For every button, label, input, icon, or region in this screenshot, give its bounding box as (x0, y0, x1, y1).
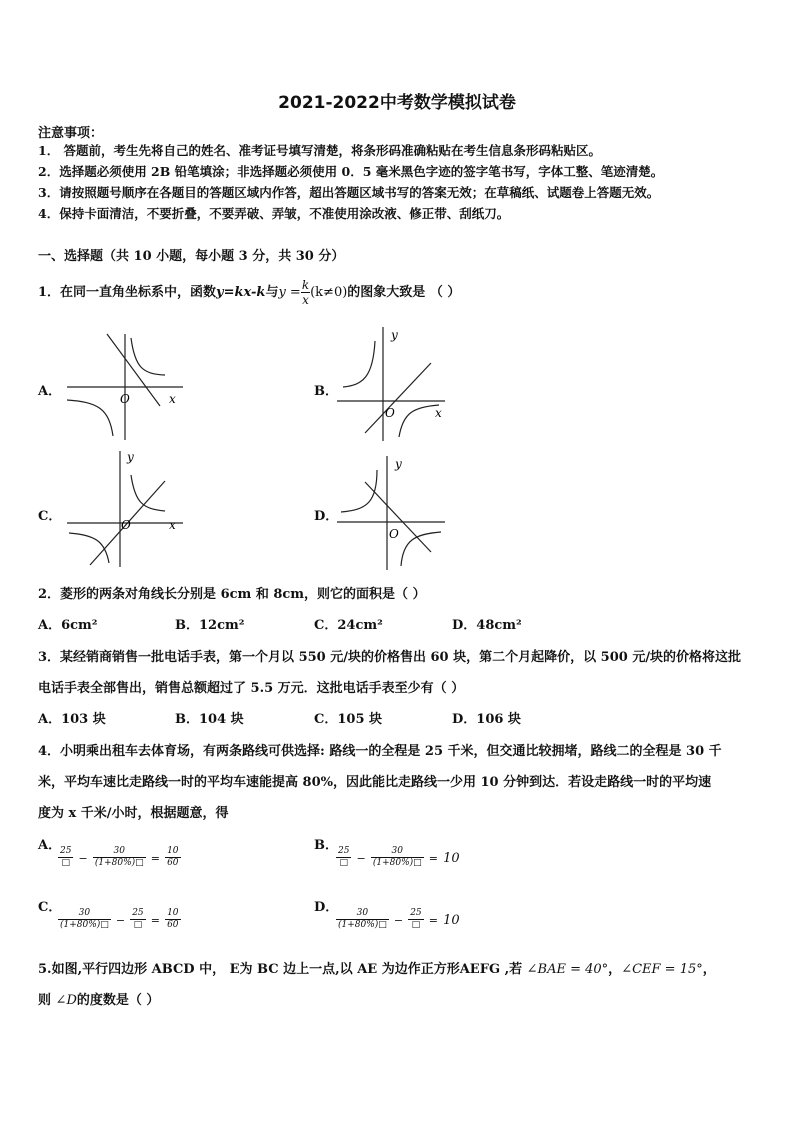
axis-x-label: x (169, 392, 176, 406)
q4-equation-d: $\frac{30}{(1+80\%)□}$ − $\frac{25}{□}$ = 10 (338, 908, 460, 930)
q3-option-b: B．104 块 (175, 712, 244, 727)
q5-pre: 5.如图,平行四边形 ABCD 中， E为 BC 边上一点,以 AE 为边作正方形AEFG ,若 (38, 962, 523, 977)
q2-option-a: A．6cm² (38, 618, 98, 633)
question-1-stem (38, 278, 460, 307)
q1-graph-b (335, 325, 450, 443)
q4-option-label-a: A． (38, 838, 62, 853)
q1-pre: 1．在同一直角坐标系中，函数 (38, 285, 217, 300)
q4-equation-a: $\frac{25}{□}$ − $\frac{30}{(1+80\%)□}$ = $\frac{10}{60}$ (60, 846, 179, 868)
notice-item: 3．请按照题号顺序在各题目的答题区域内作答，超出答题区域书写的答案无效；在草稿纸、试题卷上答题无效。 (38, 185, 660, 200)
axis-origin-label: O (389, 527, 399, 541)
q1-frac-num: k (301, 278, 310, 292)
q1-mid: 与 (265, 285, 279, 300)
question-4-line: 度为 x 千米/小时，根据题意，得 (38, 806, 229, 821)
q3-option-a: A．103 块 (38, 712, 106, 727)
axis-y-label: y (127, 450, 134, 464)
q1-fraction (301, 278, 310, 307)
q1-func1: y=kx-k (216, 285, 266, 300)
q5-angle-bae: ∠BAE = 40° (526, 962, 609, 977)
q2-option-b: B．12cm² (175, 618, 245, 633)
question-5-line: 5.如图,平行四边形 ABCD 中， E为 BC 边上一点,以 AE 为边作正方形AEFG ,若 ∠BAE = 40°，∠CEF = 15°， (38, 962, 716, 977)
q4-equation-c: $\frac{30}{(1+80\%)□}$ − $\frac{25}{□}$ = $\frac{10}{60}$ (60, 908, 179, 930)
q5-angle-d: ∠D (55, 993, 77, 1008)
page-title: 2021-2022中考数学模拟试卷 (278, 93, 516, 113)
axis-y-label: y (391, 328, 398, 342)
question-5-line: 则 ∠D的度数是（ ） (38, 993, 160, 1008)
q2-option-c: C．24cm² (314, 618, 383, 633)
q5-angle-cef: ∠CEF = 15° (621, 962, 703, 977)
q4-equation-b: $\frac{25}{□}$ − $\frac{30}{(1+80\%)□}$ = 10 (338, 846, 460, 868)
question-4-line: 米，平均车速比走路线一时的平均车速能提高 80%，因此能比走路线一少用 10 分钟到达．若设走路线一时的平均速 (38, 775, 712, 790)
question-3-line: 3．某经销商销售一批电话手表，第一个月以 550 元/块的价格售出 60 块，第二个月起降价，以 500 元/块的价格将这批 (38, 650, 742, 665)
notice-item: 2．选择题必须使用 2B 铅笔填涂；非选择题必须使用 0．5 毫米黑色字迹的签字笔书写，字体工整、笔迹清楚。 (38, 164, 664, 179)
q1-option-label-c: C． (38, 509, 62, 524)
q4-option-label-c: C． (38, 900, 62, 915)
axis-origin-label: O (385, 406, 395, 420)
q4-option-label-b: B． (314, 838, 338, 853)
notice-item: 4．保持卡面清洁，不要折叠，不要弄破、弄皱，不准使用涂改液、修正带、刮纸刀。 (38, 206, 510, 221)
question-3-line: 电话手表全部售出，销售总额超过了 5.5 万元．这批电话手表至少有（ ） (38, 681, 465, 696)
q1-func2-lhs: y = (278, 285, 301, 300)
q1-cond: (k≠0) (310, 285, 348, 300)
notice-heading: 注意事项： (38, 126, 104, 141)
q1-graph-c (65, 447, 190, 569)
q1-graph-a (65, 332, 190, 442)
q1-option-label-d: D． (314, 509, 339, 524)
q1-option-label-a: A． (38, 384, 62, 399)
q3-option-d: D．106 块 (452, 712, 521, 727)
q1-option-label-b: B． (314, 384, 338, 399)
axis-x-label: x (169, 518, 176, 532)
axis-x-label: x (435, 406, 442, 420)
question-4-line: 4．小明乘出租车去体育场，有两条路线可供选择: 路线一的全程是 25 千米，但交通比较拥堵，路线二的全程是 30 千 (38, 744, 722, 759)
axis-origin-label: O (121, 518, 131, 532)
q1-frac-den: x (302, 293, 309, 307)
axis-y-label: y (395, 457, 402, 471)
axis-origin-label: O (120, 392, 130, 406)
q1-post: 的图象大致是 （ ） (347, 285, 461, 300)
section-heading: 一、选择题（共 10 小题，每小题 3 分，共 30 分） (38, 249, 345, 264)
q2-option-d: D．48cm² (452, 618, 522, 633)
q1-graph-d (335, 452, 450, 572)
q4-option-label-d: D． (314, 900, 339, 915)
q3-option-c: C．105 块 (314, 712, 383, 727)
notice-item: 1． 答题前，考生先将自己的姓名、准考证号填写清楚，将条形码准确粘贴在考生信息条形码粘贴区。 (38, 143, 602, 158)
question-2-stem: 2．菱形的两条对角线长分别是 6cm 和 8cm，则它的面积是（ ） (38, 587, 426, 602)
